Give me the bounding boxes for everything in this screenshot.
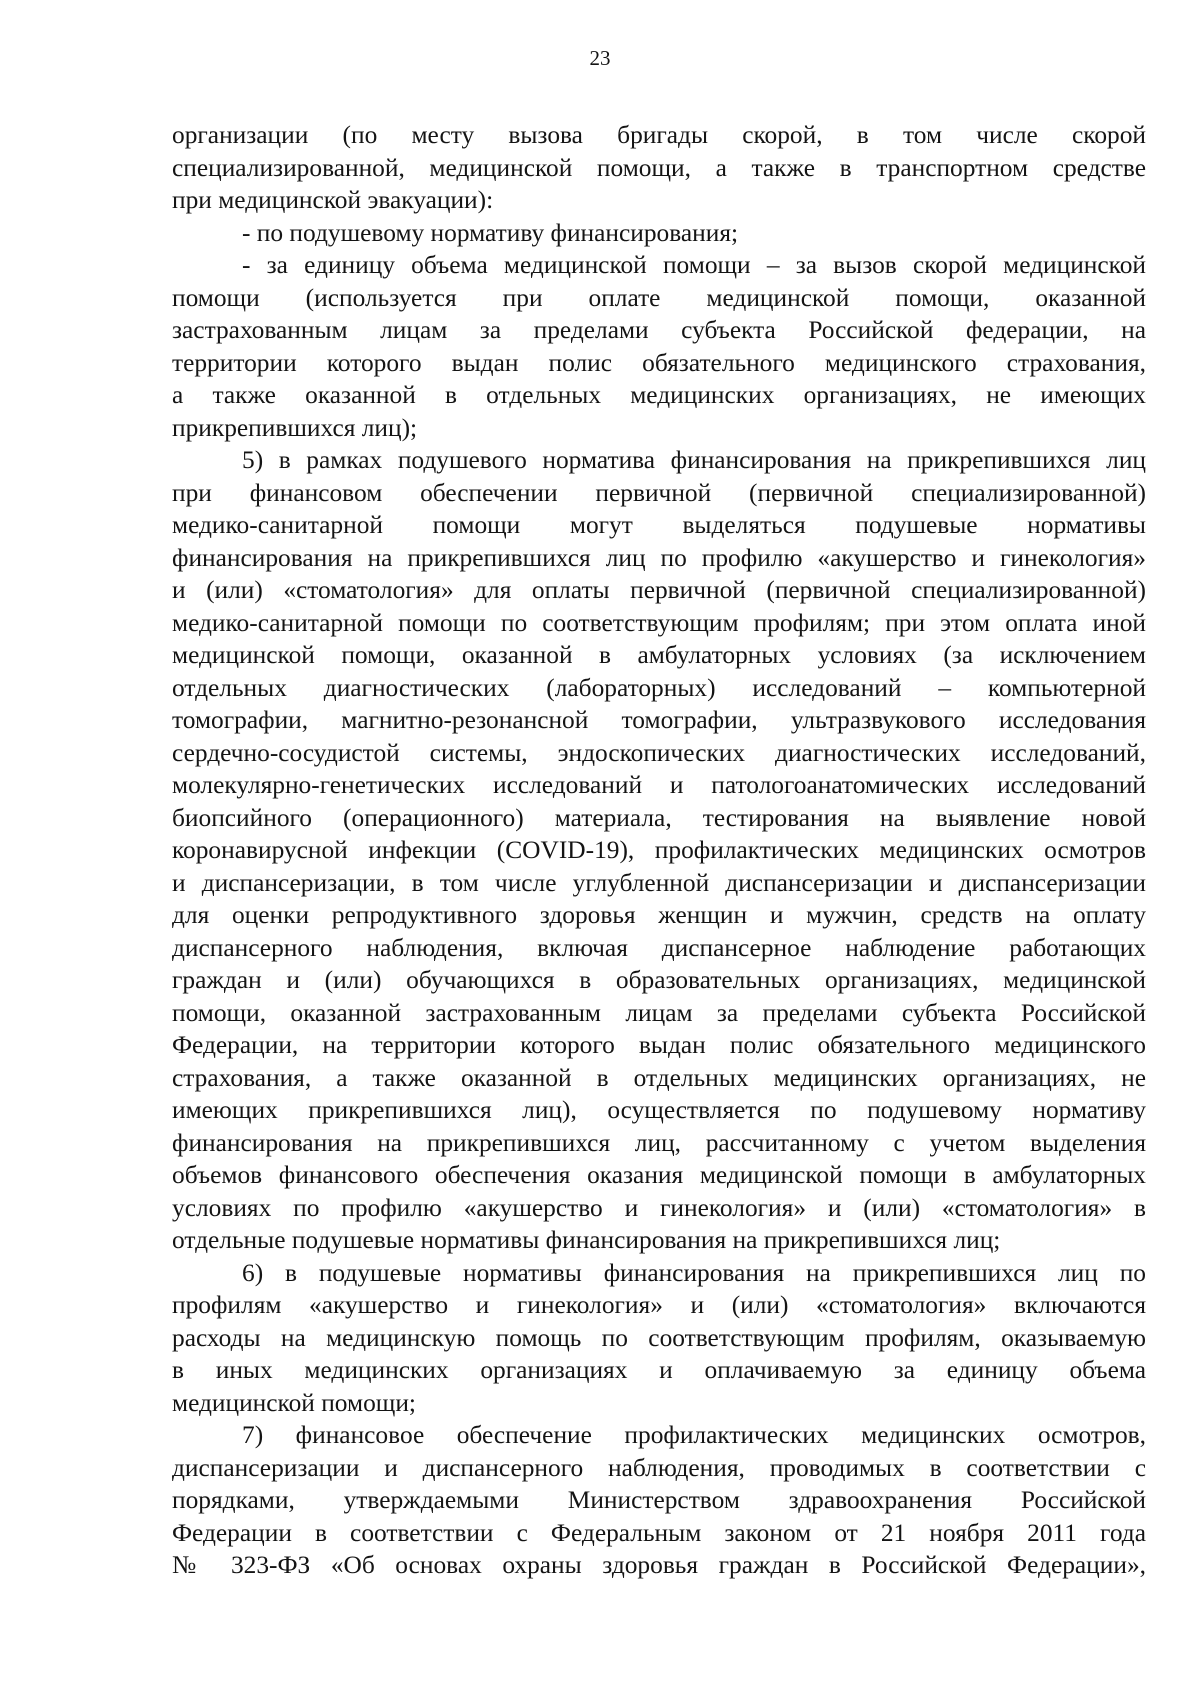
- text-line: отдельные подушевые нормативы финансирования на прикрепившихся лиц;: [172, 1226, 1001, 1254]
- text-line: и диспансеризации, в том числе углубленной диспансеризации и диспансеризации: [172, 868, 1146, 897]
- text-line: сердечно-сосудистой системы, эндоскопических диагностических исследований,: [172, 738, 1146, 767]
- text-line: молекулярно-генетических исследований и патологоанатомических исследований: [172, 771, 1146, 799]
- text-line: объемов финансового обеспечения оказания медицинской помощи в амбулаторных: [172, 1161, 1146, 1189]
- text-line: территории которого выдан полис обязательного медицинского страхования,: [172, 348, 1146, 377]
- text-line: финансирования на прикрепившихся лиц, рассчитанному с учетом выделения: [172, 1128, 1146, 1157]
- text-line: профилям «акушерство и гинекология» и (или) «стоматология» включаются: [172, 1291, 1146, 1319]
- text-line: коронавирусной инфекции (COVID-19), профилактических медицинских осмотров: [172, 836, 1146, 864]
- text-line: специализированной, медицинской помощи, а также в транспортном средстве: [172, 153, 1146, 182]
- text-line: организации (по месту вызова бригады скорой, в том числе скорой: [172, 121, 1146, 149]
- text-line: Федерации, на территории которого выдан полис обязательного медицинского: [172, 1031, 1146, 1059]
- document-body: [172, 119, 1146, 1582]
- text-line: томографии, магнитно-резонансной томографии, ультразвукового исследования: [172, 706, 1146, 734]
- text-line: при медицинской эвакуации):: [172, 186, 494, 214]
- text-line: порядками, утверждаемыми Министерством здравоохранения Российской: [172, 1486, 1146, 1514]
- text-line: - по подушевому нормативу финансирования;: [242, 218, 739, 247]
- text-line: биопсийного (операционного) материала, тестирования на выявление новой: [172, 803, 1146, 832]
- text-line: 6) в подушевые нормативы финансирования на прикрепившихся лиц по: [242, 1258, 1146, 1287]
- text-line: помощи, оказанной застрахованным лицам за пределами субъекта Российской: [172, 998, 1146, 1027]
- text-line: Федерации в соответствии с Федеральным законом от 21 ноября 2011 года: [172, 1518, 1146, 1547]
- text-line: 5) в рамках подушевого норматива финансирования на прикрепившихся лиц: [242, 446, 1146, 474]
- text-line: диспансерного наблюдения, включая диспансерное наблюдение работающих: [172, 933, 1146, 962]
- text-line: прикрепившихся лиц);: [172, 413, 418, 442]
- text-line: имеющих прикрепившихся лиц), осуществляется по подушевому нормативу: [172, 1096, 1146, 1124]
- text-line: при финансовом обеспечении первичной (первичной специализированной): [172, 478, 1146, 507]
- text-line: № 323-ФЗ «Об основах охраны здоровья граждан в Российской Федерации»,: [172, 1551, 1146, 1579]
- text-line: медицинской помощи;: [172, 1388, 416, 1417]
- text-line: медицинской помощи, оказанной в амбулаторных условиях (за исключением: [172, 641, 1146, 669]
- text-line: диспансеризации и диспансерного наблюдения, проводимых в соответствии с: [172, 1453, 1146, 1482]
- text-line: медико-санитарной помощи могут выделяться подушевые нормативы: [172, 511, 1146, 539]
- text-line: и (или) «стоматология» для оплаты первичной (первичной специализированной): [172, 576, 1146, 604]
- text-line: 7) финансовое обеспечение профилактических медицинских осмотров,: [242, 1421, 1146, 1449]
- text-line: отдельных диагностических (лабораторных) исследований – компьютерной: [172, 673, 1146, 702]
- text-line: застрахованным лицам за пределами субъекта Российской федерации, на: [172, 316, 1146, 344]
- text-line: страхования, а также оказанной в отдельных медицинских организациях, не: [172, 1063, 1146, 1092]
- text-line: а также оказанной в отдельных медицинских организациях, не имеющих: [172, 381, 1146, 409]
- text-line: финансирования на прикрепившихся лиц по профилю «акушерство и гинекология»: [172, 543, 1146, 572]
- text-line: граждан и (или) обучающихся в образовательных организациях, медицинской: [172, 966, 1146, 994]
- text-line: - за единицу объема медицинской помощи – за вызов скорой медицинской: [242, 251, 1146, 279]
- text-line: для оценки репродуктивного здоровья женщин и мужчин, средств на оплату: [172, 901, 1146, 929]
- text-line: в иных медицинских организациях и оплачиваемую за единицу объема: [172, 1356, 1146, 1384]
- page-number: 23: [589, 46, 611, 70]
- text-line: расходы на медицинскую помощь по соответствующим профилям, оказываемую: [172, 1323, 1146, 1352]
- text-line: помощи (используется при оплате медицинской помощи, оказанной: [172, 283, 1146, 312]
- text-line: медико-санитарной помощи по соответствующим профилям; при этом оплата иной: [172, 608, 1146, 637]
- text-line: условиях по профилю «акушерство и гинекология» и (или) «стоматология» в: [172, 1193, 1146, 1222]
